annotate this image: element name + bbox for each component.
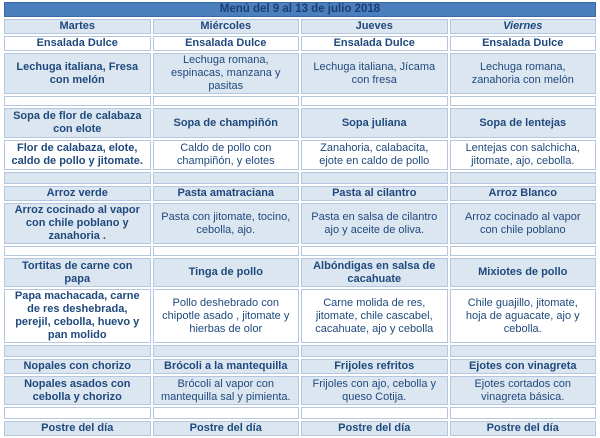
spacer-cell xyxy=(4,96,151,106)
menu-row-postre xyxy=(4,421,596,436)
menu-cell-arroz-pasta-detalle-day-0: Arroz cocinado al vapor con chile poblano y zanahoria . xyxy=(4,203,151,244)
spacer-cell xyxy=(153,246,300,256)
menu-cell-postre-day-2: Postre del día xyxy=(301,421,448,436)
days-header-row xyxy=(4,19,596,34)
menu-row-guarnicion-detalle xyxy=(4,376,596,405)
spacer-cell xyxy=(301,96,448,106)
menu-cell-guarnicion-detalle-day-0: Nopales asados con cebolla y chorizo xyxy=(4,376,151,405)
menu-cell-guarnicion-nombre-day-2: Frijoles refritos xyxy=(301,359,448,374)
menu-cell-arroz-pasta-detalle-day-3: Arroz cocinado al vapor con chile poblano xyxy=(450,203,597,244)
menu-cell-plato-fuerte-detalle-day-2: Carne molida de res, jitomate, chile cascabel, cacahuate, ajo y cebolla xyxy=(301,289,448,343)
spacer-cell xyxy=(4,246,151,256)
day-header-0: Martes xyxy=(4,19,151,34)
spacer-cell xyxy=(301,407,448,419)
menu-cell-arroz-pasta-detalle-day-1: Pasta con jitomate, tocino, cebolla, ajo. xyxy=(153,203,300,244)
spacer-cell xyxy=(153,172,300,184)
day-header-3: Viernes xyxy=(450,19,597,34)
menu-cell-arroz-pasta-nombre-day-3: Arroz Blanco xyxy=(450,186,597,201)
menu-row-guarnicion-nombre xyxy=(4,359,596,374)
menu-cell-plato-fuerte-detalle-day-3: Chile guajillo, jitomate, hoja de aguacate, ajo y cebolla. xyxy=(450,289,597,343)
menu-cell-plato-fuerte-nombre-day-1: Tinga de pollo xyxy=(153,258,300,287)
spacer-cell xyxy=(301,246,448,256)
menu-cell-plato-fuerte-nombre-day-0: Tortitas de carne con papa xyxy=(4,258,151,287)
spacer-cell xyxy=(450,407,597,419)
spacer-cell xyxy=(153,96,300,106)
menu-cell-arroz-pasta-nombre-day-2: Pasta al cilantro xyxy=(301,186,448,201)
menu-cell-arroz-pasta-nombre-day-1: Pasta amatraciana xyxy=(153,186,300,201)
spacer-cell xyxy=(153,407,300,419)
spacer-row xyxy=(4,96,596,106)
spacer-row xyxy=(4,172,596,184)
spacer-cell xyxy=(301,345,448,357)
spacer-cell xyxy=(450,96,597,106)
menu-cell-guarnicion-nombre-day-1: Brócoli a la mantequilla xyxy=(153,359,300,374)
menu-row-sopa-detalle xyxy=(4,140,596,170)
spacer-row xyxy=(4,345,596,357)
menu-cell-guarnicion-detalle-day-2: Frijoles con ajo, cebolla y queso Cotija. xyxy=(301,376,448,405)
spacer-cell xyxy=(4,172,151,184)
menu-cell-plato-fuerte-nombre-day-3: Mixiotes de pollo xyxy=(450,258,597,287)
menu-cell-ensalada-nombre-day-1: Ensalada Dulce xyxy=(153,36,300,51)
spacer-row xyxy=(4,246,596,256)
spacer-cell xyxy=(450,172,597,184)
spacer-cell xyxy=(4,407,151,419)
day-header-1: Miércoles xyxy=(153,19,300,34)
menu-cell-plato-fuerte-detalle-day-1: Pollo deshebrado con chipotle asado , jitomate y hierbas de olor xyxy=(153,289,300,343)
menu-row-ensalada-detalle xyxy=(4,53,596,94)
menu-title: Menú del 9 al 13 de julio 2018 xyxy=(4,2,596,17)
menu-cell-guarnicion-nombre-day-3: Ejotes con vinagreta xyxy=(450,359,597,374)
menu-cell-sopa-nombre-day-2: Sopa juliana xyxy=(301,108,448,138)
menu-row-plato-fuerte-detalle xyxy=(4,289,596,343)
menu-cell-guarnicion-detalle-day-1: Brócoli al vapor con mantequilla sal y pimienta. xyxy=(153,376,300,405)
menu-cell-postre-day-1: Postre del día xyxy=(153,421,300,436)
menu-cell-ensalada-nombre-day-3: Ensalada Dulce xyxy=(450,36,597,51)
menu-cell-sopa-detalle-day-3: Lentejas con salchicha, jitomate, ajo, cebolla. xyxy=(450,140,597,170)
menu-row-arroz-pasta-nombre xyxy=(4,186,596,201)
menu-cell-sopa-nombre-day-1: Sopa de champiñón xyxy=(153,108,300,138)
menu-cell-ensalada-detalle-day-0: Lechuga italiana, Fresa con melón xyxy=(4,53,151,94)
day-header-2: Jueves xyxy=(301,19,448,34)
weekly-menu-table xyxy=(2,0,598,438)
menu-row-sopa-nombre xyxy=(4,108,596,138)
menu-cell-ensalada-detalle-day-3: Lechuga romana, zanahoria con melón xyxy=(450,53,597,94)
menu-cell-ensalada-detalle-day-2: Lechuga italiana, Jícama con fresa xyxy=(301,53,448,94)
menu-row-ensalada-nombre xyxy=(4,36,596,51)
menu-cell-sopa-detalle-day-0: Flor de calabaza, elote, caldo de pollo y jitomate. xyxy=(4,140,151,170)
menu-cell-sopa-nombre-day-0: Sopa de flor de calabaza con elote xyxy=(4,108,151,138)
menu-cell-postre-day-3: Postre del día xyxy=(450,421,597,436)
menu-cell-arroz-pasta-nombre-day-0: Arroz verde xyxy=(4,186,151,201)
menu-cell-postre-day-0: Postre del día xyxy=(4,421,151,436)
menu-cell-plato-fuerte-detalle-day-0: Papa machacada, carne de res deshebrada, perejil, cebolla, huevo y pan molido xyxy=(4,289,151,343)
menu-cell-sopa-detalle-day-1: Caldo de pollo con champiñón, y elotes xyxy=(153,140,300,170)
menu-cell-plato-fuerte-nombre-day-2: Albóndigas en salsa de cacahuate xyxy=(301,258,448,287)
menu-cell-ensalada-nombre-day-2: Ensalada Dulce xyxy=(301,36,448,51)
menu-cell-ensalada-nombre-day-0: Ensalada Dulce xyxy=(4,36,151,51)
menu-title-row xyxy=(4,2,596,17)
spacer-row xyxy=(4,407,596,419)
menu-cell-sopa-nombre-day-3: Sopa de lentejas xyxy=(450,108,597,138)
menu-row-arroz-pasta-detalle xyxy=(4,203,596,244)
menu-cell-sopa-detalle-day-2: Zanahoria, calabacita, ejote en caldo de pollo xyxy=(301,140,448,170)
spacer-cell xyxy=(301,172,448,184)
menu-cell-arroz-pasta-detalle-day-2: Pasta en salsa de cilantro ajo y aceite de oliva. xyxy=(301,203,448,244)
menu-cell-guarnicion-detalle-day-3: Ejotes cortados con vinagreta básica. xyxy=(450,376,597,405)
spacer-cell xyxy=(450,345,597,357)
menu-cell-ensalada-detalle-day-1: Lechuga romana, espinacas, manzana y pasitas xyxy=(153,53,300,94)
spacer-cell xyxy=(450,246,597,256)
spacer-cell xyxy=(153,345,300,357)
menu-row-plato-fuerte-nombre xyxy=(4,258,596,287)
spacer-cell xyxy=(4,345,151,357)
menu-cell-guarnicion-nombre-day-0: Nopales con chorizo xyxy=(4,359,151,374)
